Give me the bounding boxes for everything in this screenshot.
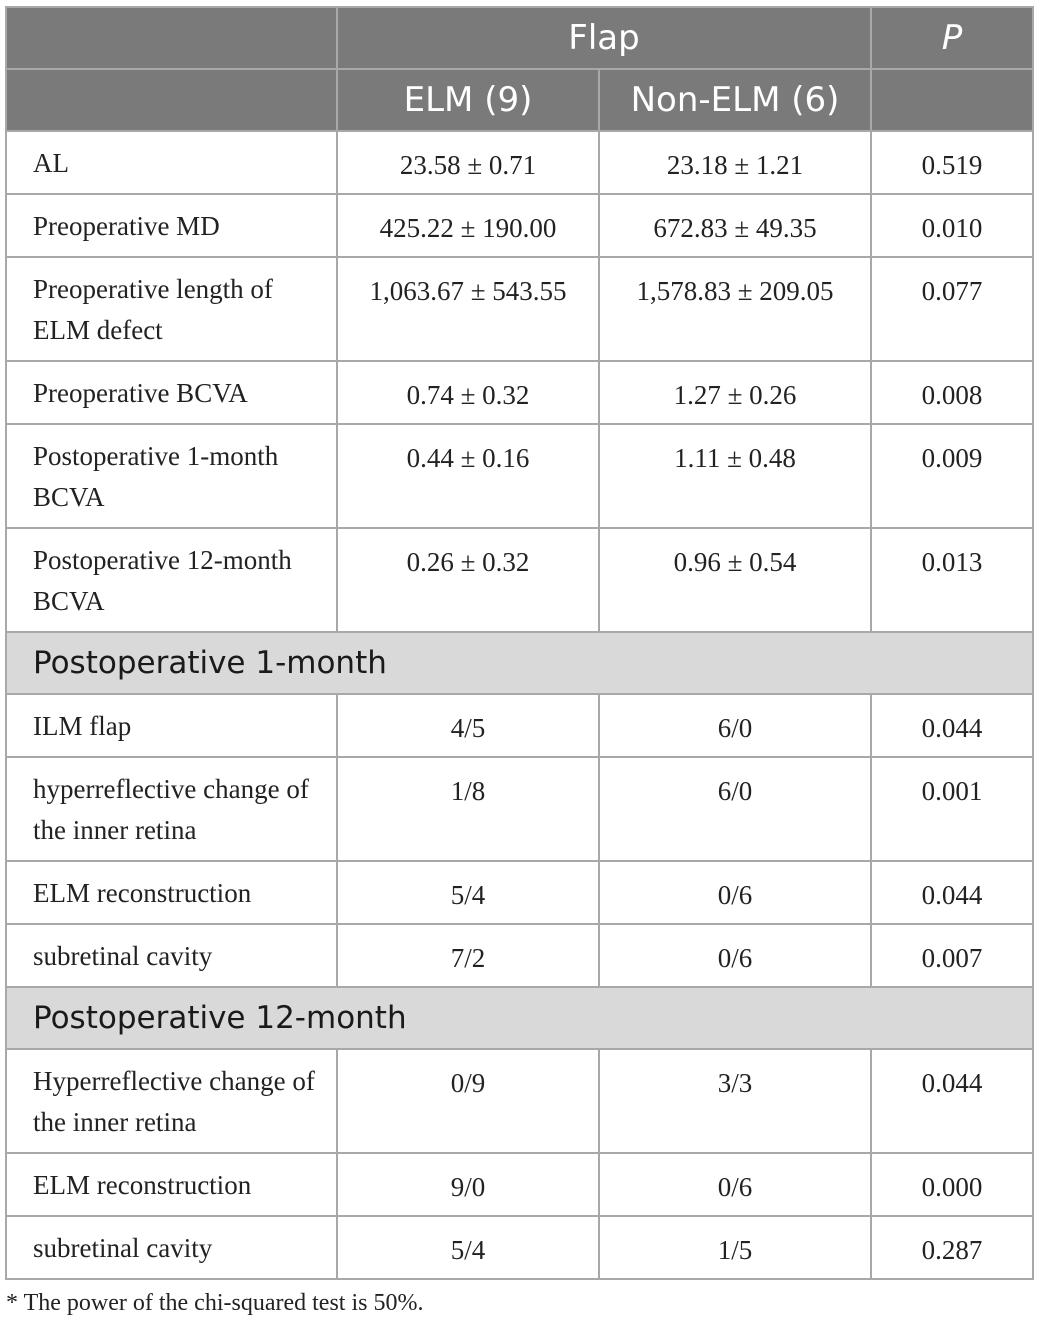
p-value: 0.287 [871, 1216, 1033, 1279]
row-label: Preoperative MD [6, 194, 337, 257]
row-label: ELM reconstruction [6, 1153, 337, 1216]
elm-value: 0.74 ± 0.32 [337, 361, 599, 424]
nonelm-value: 0/6 [599, 924, 871, 987]
table-row [6, 194, 1033, 257]
header-row-group [6, 7, 1033, 69]
row-label: subretinal cavity [6, 924, 337, 987]
table-footnote: * The power of the chi-squared test is 50%. [6, 1290, 424, 1316]
elm-value: 0.26 ± 0.32 [337, 528, 599, 632]
row-label: Preoperative length of ELM defect [6, 257, 337, 361]
table-row [6, 257, 1033, 361]
header-empty-cell [871, 69, 1033, 131]
nonelm-value: 3/3 [599, 1049, 871, 1153]
results-table [5, 6, 1034, 1280]
elm-value: 0.44 ± 0.16 [337, 424, 599, 528]
header-row-columns [6, 69, 1033, 131]
row-label: ILM flap [6, 694, 337, 757]
nonelm-value: 1.11 ± 0.48 [599, 424, 871, 528]
table-row [6, 1153, 1033, 1216]
p-value: 0.008 [871, 361, 1033, 424]
section-title: Postoperative 1-month [6, 632, 1033, 694]
elm-value: 23.58 ± 0.71 [337, 131, 599, 194]
header-flap: Flap [337, 7, 871, 69]
table-row [6, 757, 1033, 861]
table-row [6, 361, 1033, 424]
table-row [6, 528, 1033, 632]
section-title: Postoperative 12-month [6, 987, 1033, 1049]
table-row [6, 694, 1033, 757]
header-empty-cell [6, 7, 337, 69]
section-row-1month [6, 632, 1033, 694]
table-row [6, 861, 1033, 924]
nonelm-value: 23.18 ± 1.21 [599, 131, 871, 194]
row-label: ELM reconstruction [6, 861, 337, 924]
nonelm-value: 6/0 [599, 757, 871, 861]
elm-value: 4/5 [337, 694, 599, 757]
header-p: P [871, 7, 1033, 69]
row-label: Preoperative BCVA [6, 361, 337, 424]
table-row [6, 1216, 1033, 1279]
elm-value: 7/2 [337, 924, 599, 987]
header-elm: ELM (9) [337, 69, 599, 131]
elm-value: 1/8 [337, 757, 599, 861]
elm-value: 1,063.67 ± 543.55 [337, 257, 599, 361]
p-value: 0.009 [871, 424, 1033, 528]
nonelm-value: 6/0 [599, 694, 871, 757]
nonelm-value: 0.96 ± 0.54 [599, 528, 871, 632]
row-label: subretinal cavity [6, 1216, 337, 1279]
row-label: Hyperreflective change of the inner retina [6, 1049, 337, 1153]
nonelm-value: 1,578.83 ± 209.05 [599, 257, 871, 361]
row-label: Postoperative 12-month BCVA [6, 528, 337, 632]
p-value: 0.044 [871, 694, 1033, 757]
p-value: 0.001 [871, 757, 1033, 861]
table-row [6, 131, 1033, 194]
nonelm-value: 1/5 [599, 1216, 871, 1279]
nonelm-value: 1.27 ± 0.26 [599, 361, 871, 424]
table-row [6, 424, 1033, 528]
header-nonelm: Non-ELM (6) [599, 69, 871, 131]
row-label: hyperreflective change of the inner retina [6, 757, 337, 861]
nonelm-value: 672.83 ± 49.35 [599, 194, 871, 257]
row-label: AL [6, 131, 337, 194]
elm-value: 5/4 [337, 861, 599, 924]
p-value: 0.013 [871, 528, 1033, 632]
elm-value: 9/0 [337, 1153, 599, 1216]
p-value: 0.519 [871, 131, 1033, 194]
p-value: 0.044 [871, 1049, 1033, 1153]
p-value: 0.077 [871, 257, 1033, 361]
elm-value: 0/9 [337, 1049, 599, 1153]
row-label: Postoperative 1-month BCVA [6, 424, 337, 528]
header-empty-cell [6, 69, 337, 131]
nonelm-value: 0/6 [599, 1153, 871, 1216]
elm-value: 425.22 ± 190.00 [337, 194, 599, 257]
p-value: 0.000 [871, 1153, 1033, 1216]
table-row [6, 1049, 1033, 1153]
p-value: 0.010 [871, 194, 1033, 257]
p-value: 0.007 [871, 924, 1033, 987]
section-row-12month [6, 987, 1033, 1049]
p-value: 0.044 [871, 861, 1033, 924]
nonelm-value: 0/6 [599, 861, 871, 924]
elm-value: 5/4 [337, 1216, 599, 1279]
table-row [6, 924, 1033, 987]
